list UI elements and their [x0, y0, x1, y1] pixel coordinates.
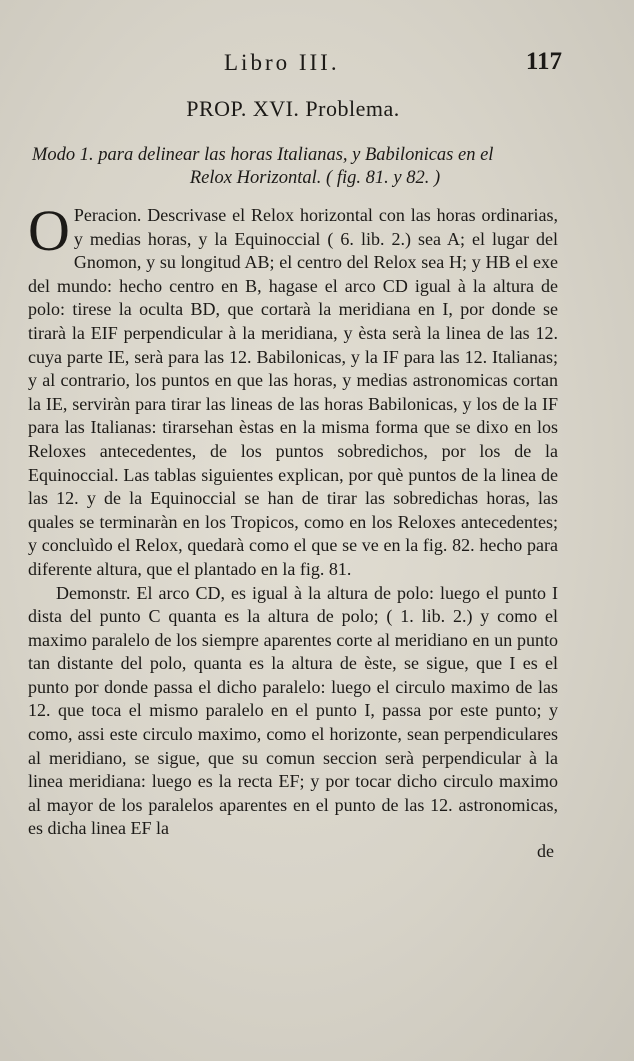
- demonstration-paragraph: [28, 582, 558, 842]
- operation-paragraph: [28, 198, 558, 582]
- subtitle-line-1: Modo 1. para delinear las horas Italianas, y Babilonicas en el: [32, 145, 494, 165]
- operation-text: Peracion. Descrivase el Relox horizontal con las horas ordinarias, y medias horas, y la Equinoccial ( 6. lib. 2.) sea A; el lugar del Gnomon, y su longitud AB; el centro del Relox sea H; y HB el exe del mundo: hecho centro en B, hagase el arco CD igual à la altura de polo: tirese la oculta BD, que cortarà la meridiana en I, por donde se tirarà la EIF perpendicular à la meridiana, y èsta serà la linea de las 12. cuya parte IE, serà para las 12. Babilonicas, y la IF para las 12. Italianas; y al contrario, los puntos en que las horas, y medias astronomicas cortan la IE, serviràn para tirar las lineas de las horas Babilonicas, y los de la IF para las Italianas: tirarsehan èstas en la misma forma que se dixo en los Reloxes antecedentes, de los puntos sobredichos, por los de la Equinoccial. Las tablas siguientes explican, por què puntos de la linea de las 12. y de la Equinoccial se han de tirar las sobredichas horas, las quales se terminaràn en los Tropicos, como en los Reloxes antecedentes; y concluìdo el Relox, quedarà como el que se ve en la fig. 82. hecho para diferente altura, que el plantado en la fig. 81.: [28, 205, 558, 579]
- proposition-subtitle: [32, 144, 558, 190]
- page-number: 117: [525, 48, 562, 75]
- running-head: [28, 44, 562, 84]
- catchword: de: [537, 841, 554, 862]
- demonstration-text: Demonstr. El arco CD, es igual à la altura de polo: luego el punto I dista del punto C quanta es la altura de polo; ( 1. lib. 2.) y como el maximo paralelo de los siempre aparentes corte al meridiano en un punto tan distante del polo, quanta es la altura de èste, se sigue, que I es el punto por donde passa el dicho paralelo: luego el circulo maximo de las 12. que toca el mismo paralelo en el punto I, passa por este punto; y como, assi este circulo maximo, como el horizonte, sean perpendiculares al meridiano, se sigue, que su comun seccion serà perpendicular à la linea meridiana: luego es la recta EF; y por tocar dicho circulo maximo al mayor de los paralelos aparentes en el punto de las 12. astronomicas, es dicha linea EF la: [28, 582, 558, 839]
- proposition-title: PROP. XVI. Problema.: [186, 96, 400, 121]
- running-title: Libro III.: [224, 50, 340, 75]
- subtitle-line-2: Relox Horizontal. ( fig. 81. y 82. ): [189, 168, 441, 188]
- drop-cap: O: [28, 198, 70, 263]
- book-page: [28, 44, 562, 862]
